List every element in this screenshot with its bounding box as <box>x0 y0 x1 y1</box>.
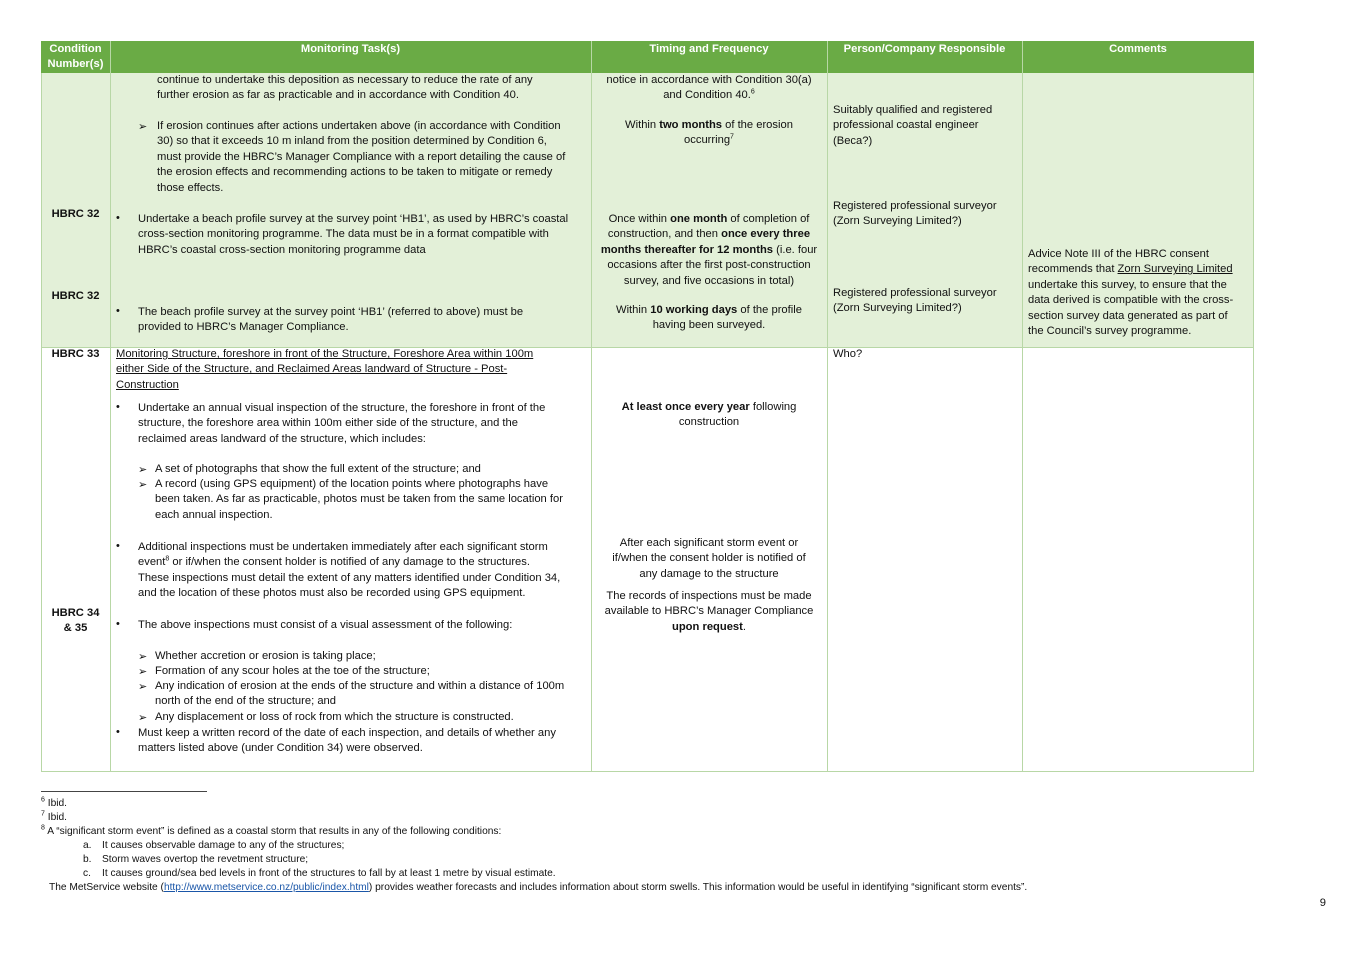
text-line <box>1028 262 1252 277</box>
text-line: the erosion effects and recommending actions to be taken to mitigate or remedy <box>157 166 553 179</box>
arrow-bullet-icon: ➢ <box>138 651 148 663</box>
grid-line <box>1022 41 1023 772</box>
footnote-8 <box>41 825 1141 839</box>
person-unknown: Who? <box>833 348 863 360</box>
text-line: A record (using GPS equipment) of the location points where photographs have <box>155 478 549 490</box>
task-provide-survey <box>138 305 588 336</box>
text-span: (i.e. four <box>773 243 818 256</box>
timing-two-months <box>591 118 827 149</box>
text-span: one month <box>670 213 728 225</box>
text-line: (Zorn Surveying Limited?) <box>833 302 962 315</box>
footnote-mark: 6 <box>41 796 45 804</box>
text-span: occurring <box>684 134 731 147</box>
timing-annual <box>591 400 827 431</box>
text-line: and the location of these photos must also be recorded using GPS equipment. <box>138 587 526 600</box>
text-line: (Beca?) <box>833 134 873 147</box>
footnote-ref: 8 <box>165 555 170 563</box>
text-line: Monitoring Structure, foreshore in front of the Structure, Foreshore Area within 100m <box>116 348 534 360</box>
task-photos: A set of photographs that show the full extent of the structure; and <box>155 463 481 475</box>
text-line: either Side of the Structure, and Reclaimed Areas landward of Structure - Post- <box>116 363 508 376</box>
task-check-displacement: Any displacement or loss of rock from which the structure is constructed. <box>155 711 514 723</box>
text-line: construction <box>678 416 740 429</box>
header-task: Monitoring Task(s) <box>300 43 401 55</box>
text-span: or if/when the consent holder is notified of any damage to the structures. <box>169 556 530 569</box>
footnote-item-mark: a. <box>83 840 92 851</box>
footnote-item: Storm waves overtop the revetment structure; <box>102 854 309 865</box>
timing-survey-schedule <box>591 212 827 289</box>
text-line <box>591 212 827 227</box>
text-span: A “significant storm event” is defined as a coastal storm that results in any of the following conditions: <box>47 826 502 837</box>
text-line <box>591 400 827 415</box>
text-span: upon request <box>672 620 743 633</box>
condition-number: HBRC 32 <box>51 290 100 302</box>
text-line: data derived is compatible with the cross- <box>1028 294 1234 307</box>
page-number: 9 <box>1319 897 1326 909</box>
text-span: The MetService website ( <box>49 882 164 893</box>
footnote-mark: 8 <box>41 824 45 832</box>
footnote-6 <box>41 797 1141 811</box>
footnote-ref: 7 <box>730 133 734 141</box>
footnote-item-mark: c. <box>83 868 91 879</box>
person-surveyor <box>833 286 1019 317</box>
condition-number: HBRC 33 <box>51 348 100 360</box>
task-annual-inspection <box>138 401 588 447</box>
text-line: (Zorn Surveying Limited?) <box>833 215 962 228</box>
bullet-icon: • <box>116 726 120 738</box>
text-line: continue to undertake this deposition as necessary to reduce the rate of any <box>157 74 533 86</box>
bullet-icon: • <box>116 540 120 552</box>
footnote-divider <box>41 791 207 792</box>
text-line: provided to HBRC’s Manager Compliance. <box>138 321 349 334</box>
text-line: matters listed above (under Condition 34) were observed. <box>138 742 423 755</box>
text-span: Ibid. <box>47 812 68 823</box>
comment-advice-note <box>1028 247 1252 339</box>
timing-records <box>591 589 827 635</box>
text-line: the Council’s survey programme. <box>1028 325 1192 338</box>
text-line: professional coastal engineer <box>833 119 979 132</box>
grid-line <box>110 41 111 772</box>
text-span: ) provides weather forecasts and includes information about storm swells. This information would be useful in identifying “significant storm events”. <box>368 882 1028 893</box>
text-line <box>591 227 827 242</box>
text-line: HBRC 34 <box>51 607 100 619</box>
arrow-bullet-icon: ➢ <box>138 479 148 491</box>
text-line: further erosion as far as practicable and in accordance with Condition 40. <box>157 89 519 102</box>
task-additional-inspections <box>138 540 588 602</box>
text-line: if/when the consent holder is notified of <box>612 552 806 565</box>
arrow-bullet-icon: ➢ <box>138 712 148 724</box>
text-line: notice in accordance with Condition 30(a) <box>606 74 812 86</box>
text-line: Any indication of erosion at the ends of the structure and within a distance of 100m <box>155 680 565 692</box>
text-line <box>591 303 827 318</box>
text-line: been taken. As far as practicable, photos must be taken from the same location for <box>155 493 563 506</box>
text-line: After each significant storm event or <box>619 537 799 549</box>
condition-number: HBRC 32 <box>51 208 100 220</box>
timing-storm <box>591 536 827 582</box>
task-beach-survey <box>138 212 588 258</box>
bullet-icon: • <box>116 212 120 224</box>
text-span: event <box>138 556 166 569</box>
text-line: section survey data generated as part of <box>1028 309 1228 322</box>
text-span: of completion of <box>727 213 810 225</box>
task-visual-assessment: The above inspections must consist of a visual assessment of the following: <box>138 619 513 631</box>
arrow-bullet-icon: ➢ <box>138 666 148 678</box>
text-line: These inspections must detail the extent of any matters identified under Condition 34, <box>138 571 561 584</box>
text-line: survey, and five occasions in total) <box>623 274 795 287</box>
metservice-link[interactable]: http://www.metservice.co.nz/public/index.html <box>163 882 369 893</box>
text-line <box>591 620 827 635</box>
text-span: construction, and then <box>607 228 722 241</box>
arrow-bullet-icon: ➢ <box>138 121 148 133</box>
text-span: Within <box>616 304 651 316</box>
text-span: Once within <box>608 213 671 225</box>
text-line: reclaimed areas landward of the structure, which includes: <box>138 432 426 445</box>
header-person: Person/Company Responsible <box>843 43 1006 55</box>
arrow-bullet-icon: ➢ <box>138 464 148 476</box>
text-line: structure, the foreshore area within 100m either side of the structure, and the <box>138 417 518 430</box>
text-line <box>138 555 588 570</box>
footnote-ref: 6 <box>750 88 755 96</box>
text-span: 10 working days <box>650 304 738 316</box>
task-section-heading <box>116 347 586 393</box>
text-line <box>591 88 827 103</box>
text-line: Registered professional surveyor <box>833 200 997 212</box>
text-line <box>591 118 827 133</box>
header-condition: Condition Number(s) <box>47 43 104 70</box>
timing-notice <box>591 73 827 104</box>
task-check-erosion <box>155 679 588 710</box>
person-engineer <box>833 103 1019 149</box>
text-line <box>591 243 827 258</box>
text-span: following <box>749 401 797 413</box>
text-line: Must keep a written record of the date of each inspection, and details of whether any <box>138 727 556 739</box>
text-line: each annual inspection. <box>155 508 273 521</box>
grid-line <box>41 73 42 772</box>
text-line: Construction <box>116 378 179 391</box>
header-comments: Comments <box>1109 43 1167 55</box>
footnote-7 <box>41 811 1141 825</box>
text-span: . <box>742 620 746 633</box>
text-line: Undertake an annual visual inspection of the structure, the foreshore in front of the <box>138 402 546 414</box>
text-span: and Condition 40. <box>663 89 751 102</box>
text-line: Suitably qualified and registered <box>833 104 993 116</box>
task-written-record <box>138 726 588 757</box>
text-span: of the profile <box>737 304 802 316</box>
grid-line <box>1253 73 1254 772</box>
arrow-bullet-icon: ➢ <box>138 681 148 693</box>
footnote-item: It causes observable damage to any of the structures; <box>102 840 345 851</box>
footnote-metservice <box>49 881 1249 895</box>
text-line: Registered professional surveyor <box>833 287 997 299</box>
text-line: any damage to the structure <box>639 567 779 580</box>
text-line: having been surveyed. <box>652 319 766 332</box>
text-line: those effects. <box>157 181 224 194</box>
text-span: recommends that <box>1028 263 1118 276</box>
text-span: At least once every year <box>621 401 750 413</box>
text-span: Ibid. <box>47 798 68 809</box>
text-line: If erosion continues after actions undertaken above (in accordance with Condition <box>157 120 561 132</box>
text-span: two months <box>659 119 723 131</box>
text-line: occasions after the first post-construction <box>607 259 811 272</box>
table-header-row <box>41 41 1254 73</box>
header-timing: Timing and Frequency <box>649 43 769 55</box>
condition-number <box>41 606 110 637</box>
task-check-accretion: Whether accretion or erosion is taking place; <box>155 650 376 662</box>
text-span: of the erosion <box>722 119 793 131</box>
text-line: The records of inspections must be made <box>606 590 812 602</box>
text-line: 30) so that it exceeds 10 m inland from the position determined by Condition 6, <box>157 135 547 148</box>
text-line: Advice Note III of the HBRC consent <box>1028 248 1209 260</box>
footnote-item: It causes ground/sea bed levels in front of the structures to fall by at least 1 metre by visual estimate. <box>102 868 556 879</box>
task-erosion-report <box>157 119 589 196</box>
text-span: once every three <box>721 228 811 241</box>
text-line: Undertake a beach profile survey at the survey point ‘HB1’, as used by HBRC’s coastal <box>138 213 569 225</box>
timing-ten-days <box>591 303 827 334</box>
text-line: must provide the HBRC’s Manager Compliance with a report detailing the cause of <box>157 150 566 163</box>
text-line: undertake this survey, to ensure that the <box>1028 278 1227 291</box>
task-gps-record <box>155 477 588 523</box>
text-line <box>591 133 827 148</box>
person-surveyor <box>833 199 1019 230</box>
text-line: available to HBRC’s Manager Compliance <box>604 605 814 618</box>
text-line: north of the end of the structure; and <box>155 695 336 708</box>
text-span: Zorn Surveying Limited <box>1117 263 1233 276</box>
text-line: & 35 <box>63 622 88 635</box>
footnote-mark: 7 <box>41 810 45 818</box>
text-line: Additional inspections must be undertaken immediately after each significant storm <box>138 541 548 553</box>
bullet-icon: • <box>116 401 120 413</box>
footnote-item-mark: b. <box>83 854 92 865</box>
bullet-icon: • <box>116 618 120 630</box>
text-line: cross-section monitoring programme. The data must be in a format compatible with <box>138 228 549 241</box>
task-continuation <box>157 73 587 104</box>
text-span: Within <box>625 119 660 131</box>
bullet-icon: • <box>116 305 120 317</box>
task-check-scour: Formation of any scour holes at the toe of the structure; <box>155 665 430 677</box>
text-line: HBRC’s coastal cross-section monitoring programme data <box>138 243 426 256</box>
text-span: months thereafter for 12 months <box>600 243 774 256</box>
text-line: The beach profile survey at the survey point ‘HB1’ (referred to above) must be <box>138 306 524 318</box>
grid-line <box>827 41 828 772</box>
grid-line <box>41 771 1254 772</box>
